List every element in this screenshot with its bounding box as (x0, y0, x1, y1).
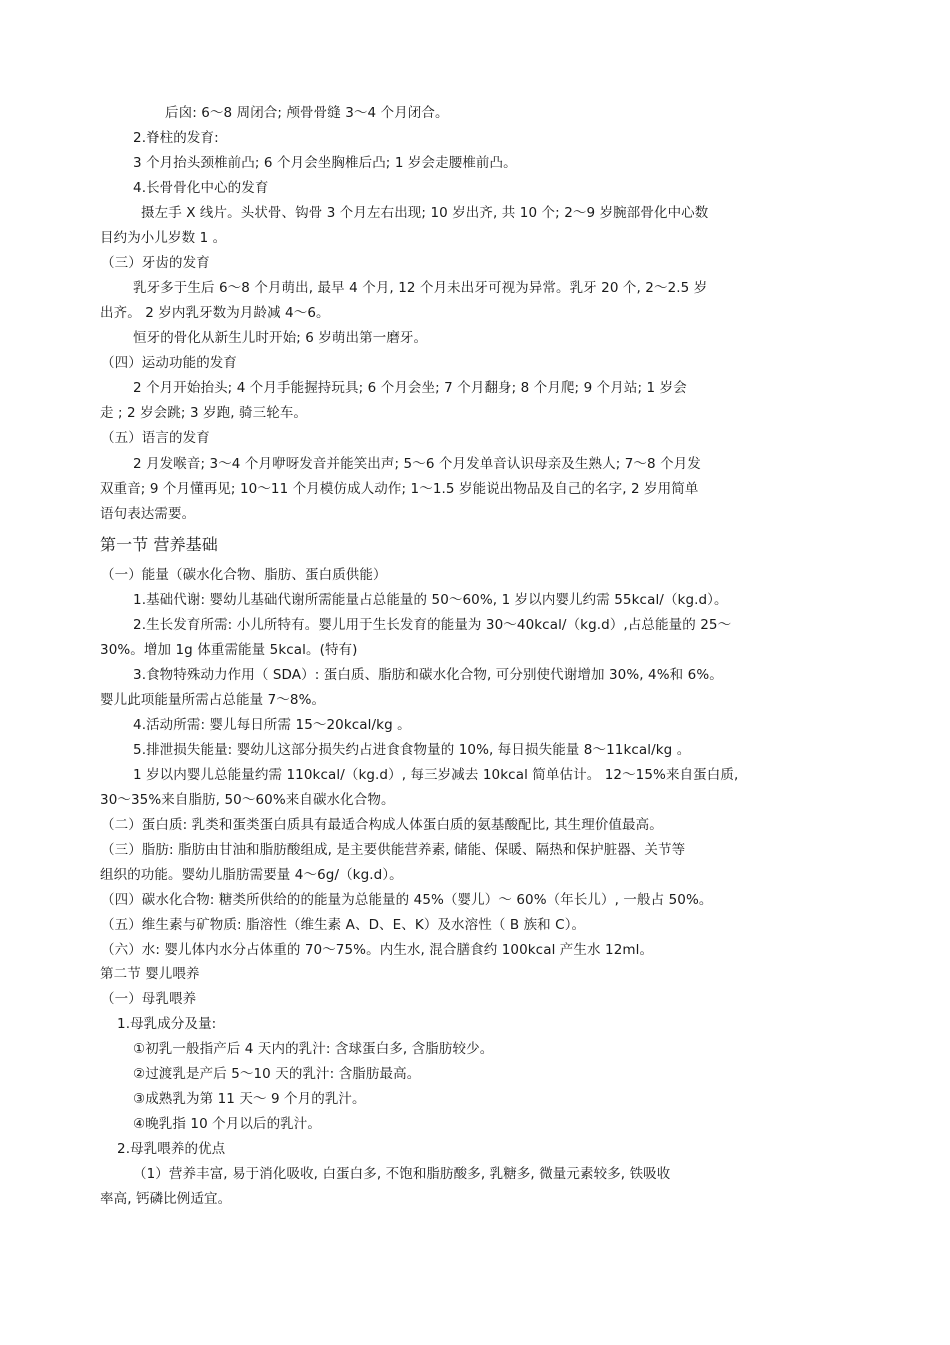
text-line: 语句表达需要。 (100, 506, 196, 522)
subheading: 2.母乳喂养的优点 (117, 1141, 226, 1157)
text-line: 1.基础代谢: 婴幼儿基础代谢所需能量占总能量的 50～60%, 1 岁以内婴儿约需 55kcal/（kg.d）。 (133, 592, 728, 608)
section-heading: （三）脂肪: 脂肪由甘油和脂肪酸组成, 是主要供能营养素, 储能、保暖、隔热和保护脏器、关节等 (101, 842, 686, 858)
text-line: 恒牙的骨化从新生儿时开始; 6 岁萌出第一磨牙。 (133, 330, 428, 346)
section-heading: （五）语言的发育 (101, 430, 210, 446)
text-line: 2 个月开始抬头; 4 个月手能握持玩具; 6 个月会坐; 7 个月翻身; 8 个月爬; 9 个月站; 1 岁会 (133, 380, 687, 396)
text-line: 2.生长发育所需: 小儿所特有。婴儿用于生长发育的能量为 30～40kcal/（kg.d）,占总能量的 25～ (133, 617, 732, 633)
list-item: ④晚乳指 10 个月以后的乳汁。 (133, 1116, 321, 1132)
section-heading: （六）水: 婴儿体内水分占体重的 70～75%。内生水, 混合膳食约 100kcal 产生水 12ml。 (101, 942, 654, 958)
section-heading: （二）蛋白质: 乳类和蛋类蛋白质具有最适合构成人体蛋白质的氨基酸配比, 其生理价值最高。 (101, 817, 663, 833)
section-heading: （五）维生素与矿物质: 脂溶性（维生素 A、D、E、K）及水溶性（ B 族和 C）。 (101, 917, 586, 933)
text-line: 5.排泄损失能量: 婴幼儿这部分损失约占进食食物量的 10%, 每日损失能量 8～11kcal/kg 。 (133, 742, 691, 758)
text-line: 出齐。 2 岁内乳牙数为月龄减 4～6。 (100, 305, 330, 321)
text-line: 乳牙多于生后 6～8 个月萌出, 最早 4 个月, 12 个月未出牙可视为异常。乳牙 20 个, 2～2.5 岁 (133, 280, 708, 296)
text-line: 2 月发喉音; 3～4 个月咿呀发音并能笑出声; 5～6 个月发单音认识母亲及生熟人; 7～8 个月发 (133, 456, 701, 472)
section-heading: （四）运动功能的发育 (101, 355, 237, 371)
text-line: 走 ; 2 岁会跳; 3 岁跑, 骑三轮车。 (100, 405, 308, 421)
text-line: 3.食物特殊动力作用（ SDA）: 蛋白质、脂肪和碳水化合物, 可分别使代谢增加 30%, 4%和 6%。 (133, 667, 723, 683)
text-line: （1）营养丰富, 易于消化吸收, 白蛋白多, 不饱和脂肪酸多, 乳糖多, 微量元素较多, 铁吸收 (133, 1166, 671, 1182)
text-line: 目约为小儿岁数 1 。 (100, 230, 227, 246)
text-line: 4.活动所需: 婴儿每日所需 15～20kcal/kg 。 (133, 717, 411, 733)
subheading: 2.脊柱的发育: (133, 130, 219, 146)
text-line: 3 个月抬头颈椎前凸; 6 个月会坐胸椎后凸; 1 岁会走腰椎前凸。 (133, 155, 517, 171)
section-heading: （一）能量（碳水化合物、脂肪、蛋白质供能） (101, 567, 387, 583)
section-heading: （一）母乳喂养 (101, 991, 197, 1007)
chapter-heading: 第二节 婴儿喂养 (100, 966, 200, 982)
section-heading: （三）牙齿的发育 (101, 255, 210, 271)
section-heading: （四）碳水化合物: 糖类所供给的的能量为总能量的 45%（婴儿）～ 60%（年长儿）, 一般占 50%。 (101, 892, 713, 908)
text-line: 组织的功能。婴幼儿脂肪需要量 4～6g/（kg.d）。 (100, 867, 403, 883)
text-line: 30～35%来自脂肪, 50～60%来自碳水化合物。 (100, 792, 395, 808)
list-item: ③成熟乳为第 11 天～ 9 个月的乳汁。 (133, 1091, 366, 1107)
text-line: 婴儿此项能量所需占总能量 7～8%。 (100, 692, 326, 708)
text-line: 双重音; 9 个月懂再见; 10～11 个月模仿成人动作; 1～1.5 岁能说出物品及自己的名字, 2 岁用简单 (100, 481, 699, 497)
text-line: 摄左手 X 线片。头状骨、钩骨 3 个月左右出现; 10 岁出齐, 共 10 个; 2～9 岁腕部骨化中心数 (141, 205, 709, 221)
text-line: 1 岁以内婴儿总能量约需 110kcal/（kg.d）, 每三岁减去 10kcal 简单估计。 12～15%来自蛋白质, (133, 767, 739, 783)
subheading: 1.母乳成分及量: (117, 1016, 217, 1032)
chapter-heading: 第一节 营养基础 (100, 535, 218, 554)
text-line: 率高, 钙磷比例适宜。 (100, 1191, 232, 1207)
list-item: ②过渡乳是产后 5～10 天的乳汁: 含脂肪最高。 (133, 1066, 421, 1082)
list-item: ①初乳一般指产后 4 天内的乳汁: 含球蛋白多, 含脂肪较少。 (133, 1041, 494, 1057)
subheading: 4.长骨骨化中心的发育 (133, 180, 269, 196)
text-line: 30%。增加 1g 体重需能量 5kcal。(特有) (100, 642, 358, 658)
text-line: 后囟: 6～8 周闭合; 颅骨骨缝 3～4 个月闭合。 (165, 105, 449, 121)
